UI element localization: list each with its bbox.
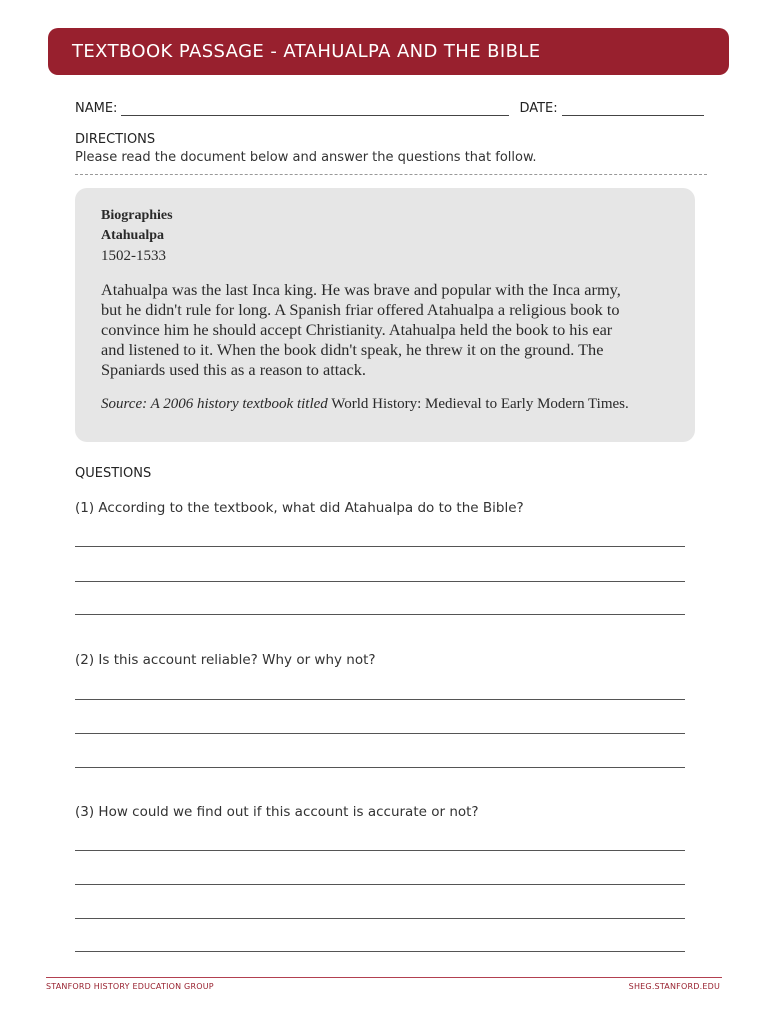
question-1 [75,498,687,518]
document-excerpt [75,188,695,442]
answer-line[interactable] [75,546,685,547]
title-banner [48,28,729,75]
page-title: TEXTBOOK PASSAGE - ATAHUALPA AND THE BIBLE [72,41,541,62]
document-source [101,394,669,414]
question-text: (3) How could we find out if this account is accurate or not? [75,804,479,820]
answer-line[interactable] [75,850,685,851]
name-date-row [75,96,711,116]
date-field[interactable] [562,103,704,116]
document-section: Biographies [101,208,173,223]
name-label: NAME: [75,101,118,116]
source-prefix: Source: A 2006 history textbook titled [101,396,328,412]
answer-line[interactable] [75,951,685,952]
question-2 [75,650,687,670]
answer-line[interactable] [75,918,685,919]
footer-rule [46,977,722,978]
name-field[interactable] [121,103,509,116]
questions-heading: QUESTIONS [75,466,152,481]
directions-heading: DIRECTIONS [75,132,156,147]
dotted-divider [75,174,707,175]
answer-line[interactable] [75,884,685,885]
answer-line[interactable] [75,614,685,615]
directions-text: Please read the document below and answer the questions that follow. [75,150,537,165]
question-3 [75,802,687,822]
document-body: Atahualpa was the last Inca king. He was brave and popular with the Inca army, but he didn't rule for long. A Spanish friar offered Atahualpa a religious book to convince him he should accept Christianity. Atahualpa held the book to his ear and listened to it. When the book didn't speak, he threw it on the ground. The Spaniards used this as a reason to attack. [101,280,621,379]
document-subject: Atahualpa [101,228,165,243]
question-text: (2) Is this account reliable? Why or why not? [75,652,376,668]
answer-line[interactable] [75,767,685,768]
document-dates: 1502-1533 [101,248,166,264]
footer-organization: STANFORD HISTORY EDUCATION GROUP [46,982,214,991]
source-title: World History: Medieval to Early Modern Times. [331,396,629,412]
date-label: DATE: [519,101,558,116]
answer-line[interactable] [75,699,685,700]
answer-line[interactable] [75,581,685,582]
answer-line[interactable] [75,733,685,734]
question-text: (1) According to the textbook, what did Atahualpa do to the Bible? [75,500,524,516]
footer-website: SHEG.STANFORD.EDU [628,982,720,991]
